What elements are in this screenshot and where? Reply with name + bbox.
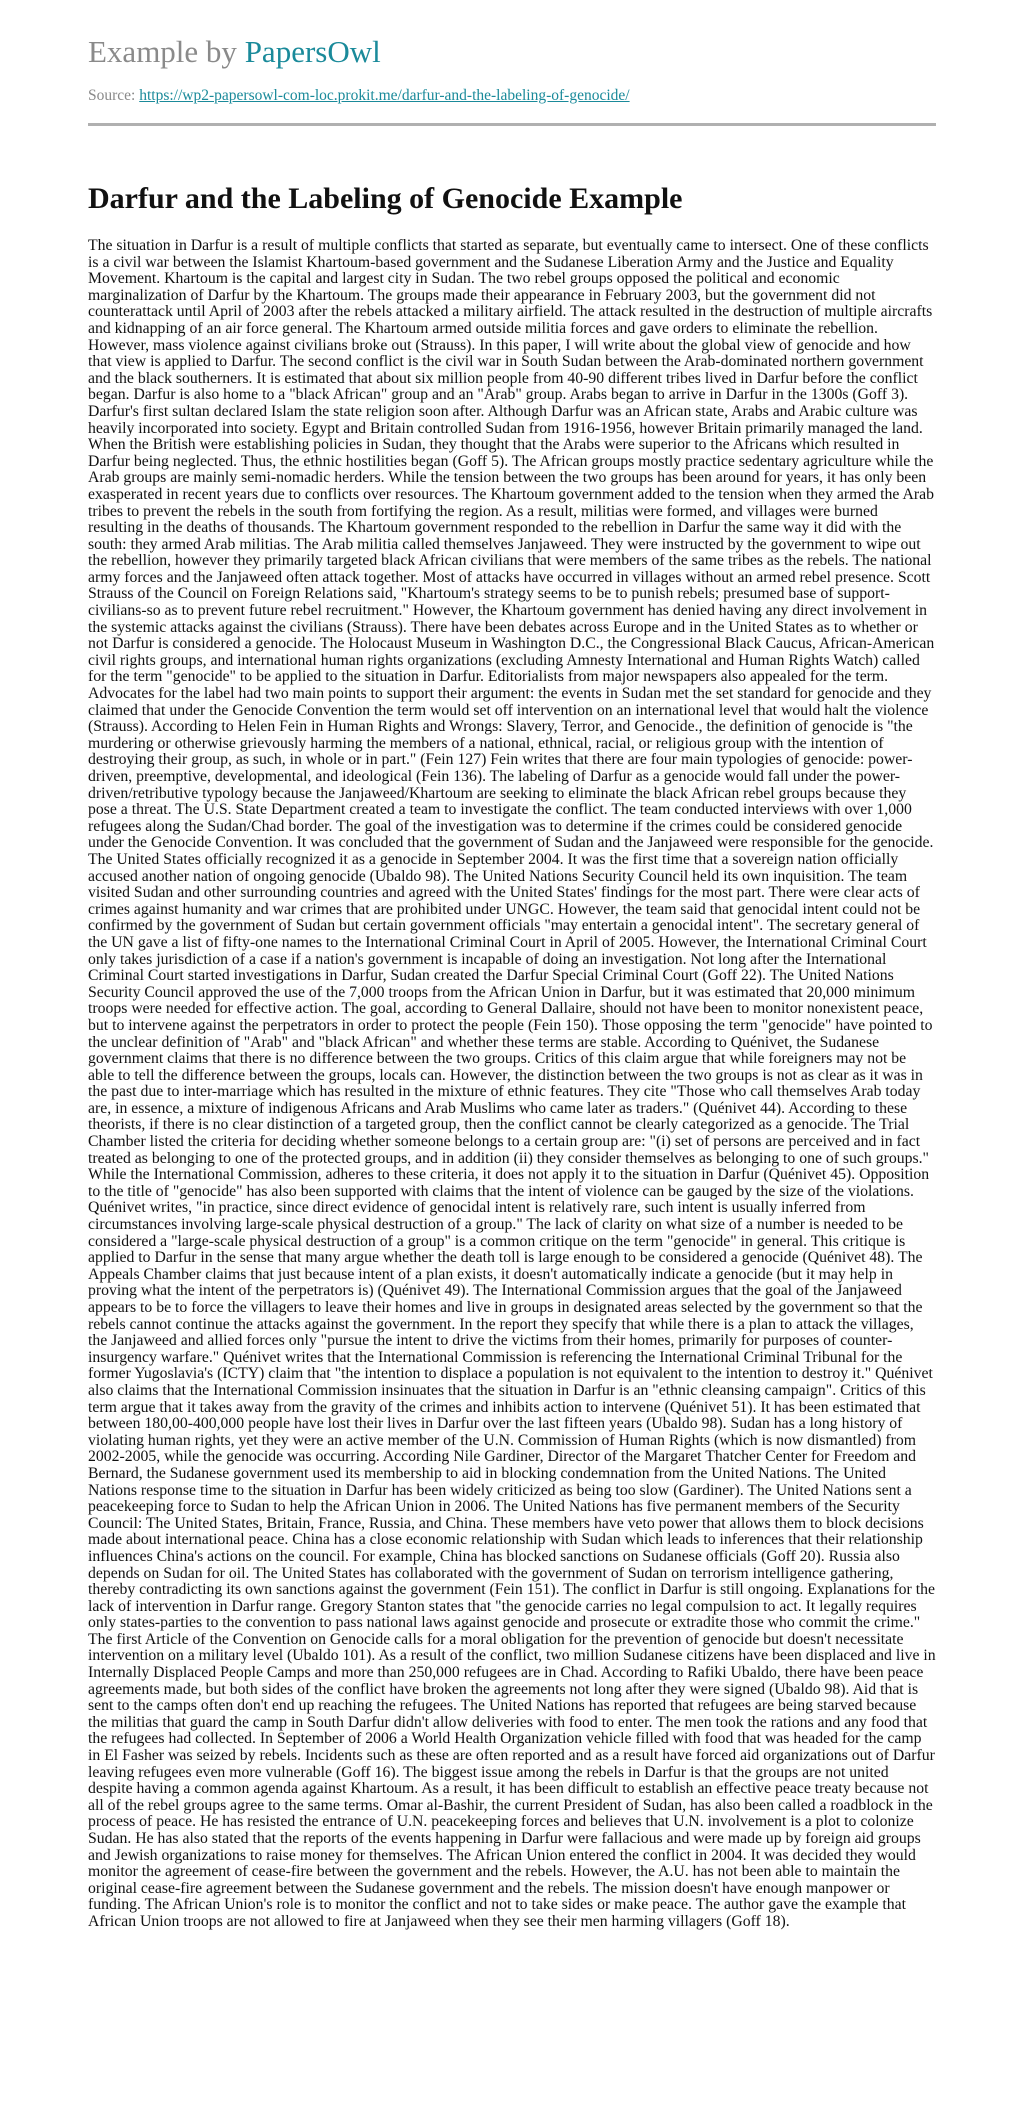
brand-header: [88, 32, 936, 72]
header-divider: [88, 123, 936, 126]
article-body: [88, 238, 936, 1931]
source-label: Source:: [88, 87, 136, 104]
article-paragraph: The situation in Darfur is a result of multiple conflicts that started as separate, but eventually came to intersect. One of these conflicts is a civil war between the Islamist Khartoum-based government and the Sudanese Liberation Army and the Justice and Equality Movement. Khartoum is the capital and largest city in Sudan. The two rebel groups opposed the political and economic marginalization of Darfur by the Khartoum. The groups made their appearance in February 2003, but the government did not counterattack until April of 2003 after the rebels attacked a military airfield. The attack resulted in the destruction of multiple aircrafts and kidnapping of an air force general. The Khartoum armed outside militia forces and gave orders to eliminate the rebellion. However, mass violence against civilians broke out (Strauss). In this paper, I will write about the global view of genocide and how that view is applied to Darfur. The second conflict is the civil war in South Sudan between the Arab-dominated northern government and the black southerners. It is estimated that about six million people from 40-90 different tribes lived in Darfur before the conflict began. Darfur is also home to a "black African" group and an "Arab" group. Arabs began to arrive in Darfur in the 1300s (Goff 3). Darfur's first sultan declared Islam the state religion soon after. Although Darfur was an African state, Arabs and Arabic culture was heavily incorporated into society. Egypt and Britain controlled Sudan from 1916-1956, however Britain primarily managed the land. When the British were establishing policies in Sudan, they thought that the Arabs were superior to the Africans which resulted in Darfur being neglected. Thus, the ethnic hostilities began (Goff 5). The African groups mostly practice sedentary agriculture while the Arab groups are mainly semi-nomadic herders. While the tension between the two groups has been around for years, it has only been exasperated in recent years due to conflicts over resources. The Khartoum government added to the tension when they armed the Arab tribes to prevent the rebels in the south from fortifying the region. As a result, militias were formed, and villages were burned resulting in the deaths of thousands. The Khartoum government responded to the rebellion in Darfur the same way it did with the south: they armed Arab militias. The Arab militia called themselves Janjaweed. They were instructed by the government to wipe out the rebellion, however they primarily targeted black African civilians that were members of the same tribes as the rebels. The national army forces and the Janjaweed often attack together. Most of attacks have occurred in villages without an armed rebel presence. Scott Strauss of the Council on Foreign Relations said, "Khartoum's strategy seems to be to punish rebels; presumed base of support-civilians-so as to prevent future rebel recruitment." However, the Khartoum government has denied having any direct involvement in the systemic attacks against the civilians (Strauss). There have been debates across Europe and in the United States as to whether or not Darfur is considered a genocide. The Holocaust Museum in Washington D.C., the Congressional Black Caucus, African-American civil rights groups, and international human rights organizations (excluding Amnesty International and Human Rights Watch) called for the term "genocide" to be applied to the situation in Darfur. Editorialists from major newspapers also appealed for the term. Advocates for the label had two main points to support their argument: the events in Sudan met the set standard for genocide and they claimed that under the Genocide Convention the term would set off intervention on an international level that would halt the violence (Strauss). According to Helen Fein in Human Rights and Wrongs: Slavery, Terror, and Genocide., the definition of genocide is "the murdering or otherwise grievously harming the members of a national, ethnical, racial, or religious group with the intention of destroying their group, as such, in whole or in part." (Fein 127) Fein writes that there are four main typologies of genocide: power-driven, preemptive, developmental, and ideological (Fein 136). The labeling of Darfur as a genocide would fall under the power-driven/retributive typology because the Janjaweed/Khartoum are seeking to eliminate the black African rebel groups because they pose a threat. The U.S. State Department created a team to investigate the conflict. The team conducted interviews with over 1,000 refugees along the Sudan/Chad border. The goal of the investigation was to determine if the crimes could be considered genocide under the Genocide Convention. It was concluded that the government of Sudan and the Janjaweed were responsible for the genocide. The United States officially recognized it as a genocide in September 2004. It was the first time that a sovereign nation officially accused another nation of ongoing genocide (Ubaldo 98). The United Nations Security Council held its own inquisition. The team visited Sudan and other surrounding countries and agreed with the United States' findings for the most part. There were clear acts of crimes against humanity and war crimes that are prohibited under UNGC. However, the team said that genocidal intent could not be confirmed by the government of Sudan but certain government officials "may entertain a genocidal intent". The secretary general of the UN gave a list of fifty-one names to the International Criminal Court in April of 2005. However, the International Criminal Court only takes jurisdiction of a case if a nation's government is incapable of doing an investigation. Not long after the International Criminal Court started investigations in Darfur, Sudan created the Darfur Special Criminal Court (Goff 22). The United Nations Security Council approved the use of the 7,000 troops from the African Union in Darfur, but it was estimated that 20,000 minimum troops were needed for effective action. The goal, according to General Dallaire, should not have been to monitor nonexistent peace, but to intervene against the perpetrators in order to protect the people (Fein 150). Those opposing the term "genocide" have pointed to the unclear definition of "Arab" and "black African" and whether these terms are stable. According to Quénivet, the Sudanese government claims that there is no difference between the two groups. Critics of this claim argue that while foreigners may not be able to tell the difference between the groups, locals can. However, the distinction between the two groups is not as clear as it was in the past due to inter-marriage which has resulted in the mixture of ethnic features. They cite "Those who call themselves Arab today are, in essence, a mixture of indigenous Africans and Arab Muslims who came later as traders." (Quénivet 44). According to these theorists, if there is no clear distinction of a targeted group, then the conflict cannot be clearly categorized as a genocide. The Trial Chamber listed the criteria for deciding whether someone belongs to a certain group are: "(i) set of persons are perceived and in fact treated as belonging to one of the protected groups, and in addition (ii) they consider themselves as belonging to one of such groups." While the International Commission, adheres to these criteria, it does not apply it to the situation in Darfur (Quénivet 45). Opposition to the title of "genocide" has also been supported with claims that the intent of violence can be gauged by the size of the violations. Quénivet writes, "in practice, since direct evidence of genocidal intent is relatively rare, such intent is usually inferred from circumstances involving large-scale physical destruction of a group." The lack of clarity on what size of a number is needed to be considered a "large-scale physical destruction of a group" is a common critique on the term "genocide" in general. This critique is applied to Darfur in the sense that many argue whether the death toll is large enough to be considered a genocide (Quénivet 48). The Appeals Chamber claims that just because intent of a plan exists, it doesn't automatically indicate a genocide (but it may help in proving what the intent of the perpetrators is) (Quénivet 49). The International Commission argues that the goal of the Janjaweed appears to be to force the villagers to leave their homes and live in groups in designated areas selected by the government so that the rebels cannot continue the attacks against the government. In the report they specify that while there is a plan to attack the villages, the Janjaweed and allied forces only "pursue the intent to drive the victims from their homes, primarily for purposes of counter-insurgency warfare." Quénivet writes that the International Commission is referencing the International Criminal Tribunal for the former Yugoslavia's (ICTY) claim that "the intention to displace a population is not equivalent to the intention to destroy it." Quénivet also claims that the International Commission insinuates that the situation in Darfur is an "ethnic cleansing campaign". Critics of this term argue that it takes away from the gravity of the crimes and inhibits action to intervene (Quénivet 51). It has been estimated that between 180,00-400,000 people have lost their lives in Darfur over the last fifteen years (Ubaldo 98). Sudan has a long history of violating human rights, yet they were an active member of the U.N. Commission of Human Rights (which is now dismantled) from 2002-2005, while the genocide was occurring. According Nile Gardiner, Director of the Margaret Thatcher Center for Freedom and Bernard, the Sudanese government used its membership to aid in blocking condemnation from the United Nations. The United Nations response time to the situation in Darfur has been widely criticized as being too slow (Gardiner). The United Nations sent a peacekeeping force to Sudan to help the African Union in 2006. The United Nations has five permanent members of the Security Council: The United States, Britain, France, Russia, and China. These members have veto power that allows them to block decisions made about international peace. China has a close economic relationship with Sudan which leads to inferences that their relationship influences China's actions on the council. For example, China has blocked sanctions on Sudanese officials (Goff 20). Russia also depends on Sudan for oil. The United States has collaborated with the government of Sudan on terrorism intelligence gathering, thereby contradicting its own sanctions against the government (Fein 151). The conflict in Darfur is still ongoing. Explanations for the lack of intervention in Darfur range. Gregory Stanton states that "the genocide carries no legal compulsion to act. It legally requires only states-parties to the convention to pass national laws against genocide and prosecute or extradite those who commit the crime." The first Article of the Convention on Genocide calls for a moral obligation for the prevention of genocide but doesn't necessitate intervention on a military level (Ubaldo 101). As a result of the conflict, two million Sudanese citizens have been displaced and live in Internally Displaced People Camps and more than 250,000 refugees are in Chad. According to Rafiki Ubaldo, there have been peace agreements made, but both sides of the conflict have broken the agreements not long after they were signed (Ubaldo 98). Aid that is sent to the camps often don't end up reaching the refugees. The United Nations has reported that refugees are being starved because the militias that guard the camp in South Darfur didn't allow deliveries with food to enter. The men took the rations and any food that the refugees had collected. In September of 2006 a World Health Organization vehicle filled with food that was headed for the camp in El Fasher was seized by rebels. Incidents such as these are often reported and as a result have forced aid organizations out of Darfur leaving refugees even more vulnerable (Goff 16). The biggest issue among the rebels in Darfur is that the groups are not united despite having a common agenda against Khartoum. As a result, it has been difficult to establish an effective peace treaty because not all of the rebel groups agree to the same terms. Omar al-Bashir, the current President of Sudan, has also been called a roadblock in the process of peace. He has resisted the entrance of U.N. peacekeeping forces and believes that U.N. involvement is a plot to colonize Sudan. He has also stated that the reports of the events happening in Darfur were fallacious and were made up by foreign aid groups and Jewish organizations to raise money for themselves. The African Union entered the conflict in 2004. It was decided they would monitor the agreement of cease-fire between the government and the rebels. However, the A.U. has not been able to maintain the original cease-fire agreement between the Sudanese government and the rebels. The mission doesn't have enough manpower or funding. The African Union's role is to monitor the conflict and not to take sides or make peace. The author gave the example that African Union troops are not allowed to fire at Janjaweed when they see their men harming villagers (Goff 18).: [88, 237, 936, 1930]
brand-link[interactable]: PapersOwl: [244, 34, 381, 69]
source-link[interactable]: https://wp2-papersowl-com-loc.prokit.me/darfur-and-the-labeling-of-genocide/: [139, 87, 630, 104]
brand-prefix: Example by: [88, 34, 237, 69]
source-line: [88, 86, 936, 106]
article-title: Darfur and the Labeling of Genocide Example: [88, 182, 683, 215]
page: [88, 0, 936, 1931]
